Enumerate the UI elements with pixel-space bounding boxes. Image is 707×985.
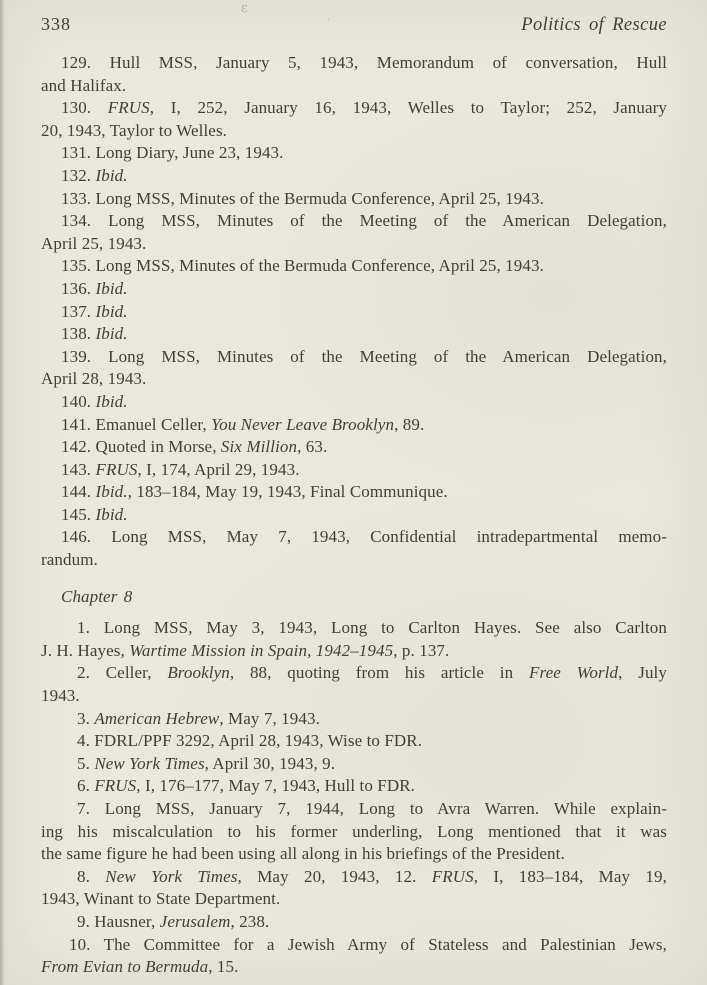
footnote	[41, 866, 667, 911]
text-run: , May 20, 1943, 12.	[237, 866, 432, 886]
italic-run: From Evian to Bermuda	[41, 957, 209, 977]
text-run: , p. 137.	[393, 640, 450, 660]
text-run: 6.	[77, 776, 95, 796]
text-run: , April 30, 1943, 9.	[204, 753, 336, 773]
text-run: 9. Hausner,	[77, 911, 160, 931]
text-run: , 183–184, May 19, 1943, Final Communique.	[127, 482, 448, 502]
footnote	[41, 753, 667, 776]
note-line	[41, 753, 667, 776]
note-line	[41, 278, 667, 301]
italic-run: You Never Leave Brooklyn	[211, 414, 395, 434]
text-run: 145.	[61, 504, 96, 524]
text-run: 134. Long MSS, Minutes of the Meeting of the American Delegation,	[61, 211, 667, 231]
text-run: 139. Long MSS, Minutes of the Meeting of the American Delegation,	[61, 346, 667, 366]
text-run: 129. Hull MSS, January 5, 1943, Memorandum of conversation, Hull	[61, 53, 667, 72]
note-line	[41, 549, 667, 572]
note-line	[41, 775, 667, 798]
text-run: 138.	[61, 324, 96, 344]
text-run: , May 7, 1943.	[219, 708, 320, 728]
footnote	[41, 708, 667, 731]
footnote	[41, 391, 667, 414]
text-run: 8.	[77, 866, 106, 886]
italic-run: American Hebrew	[94, 708, 220, 728]
italic-run: Ibid.	[95, 165, 128, 185]
footnote	[41, 617, 667, 662]
footnote	[41, 934, 667, 979]
note-line	[41, 120, 667, 143]
note-line	[41, 504, 667, 527]
note-line	[41, 911, 667, 934]
note-line	[41, 142, 667, 165]
italic-run: Ibid.	[95, 504, 128, 524]
text-run: 140.	[61, 391, 96, 411]
note-line	[41, 934, 667, 957]
text-run: 132.	[61, 165, 96, 185]
text-run: 1. Long MSS, May 3, 1943, Long to Carlton Hayes. See also Carlton	[77, 618, 667, 638]
italic-run: Six Million	[220, 437, 298, 457]
note-line	[41, 798, 667, 821]
italic-run: Ibid.	[95, 278, 128, 298]
text-run: 144.	[61, 482, 96, 502]
text-run: April 25, 1943.	[41, 233, 147, 253]
italic-run: FRUS	[107, 98, 150, 118]
footnote	[41, 97, 667, 142]
text-run: ing his miscalculation to his former underling, Long mentioned that it was	[41, 821, 667, 841]
italic-run: FRUS	[94, 776, 137, 796]
text-run: 141. Emanuel Celler,	[61, 414, 212, 434]
footnote	[41, 165, 667, 188]
text-run: randum.	[41, 550, 98, 570]
note-line	[41, 210, 667, 233]
note-line	[41, 640, 667, 663]
italic-run: Brooklyn	[167, 663, 230, 683]
footnote	[41, 730, 667, 753]
text-run: 5.	[77, 753, 95, 773]
text-run: , I, 176–177, May 7, 1943, Hull to FDR.	[136, 776, 416, 796]
note-line	[41, 866, 667, 889]
footnote	[41, 775, 667, 798]
italic-run: Wartime Mission in Spain, 1942–1945	[129, 640, 394, 660]
page-number: 338	[41, 14, 71, 34]
footnote	[41, 301, 667, 324]
text-run: , 89.	[394, 414, 425, 434]
footnote	[41, 278, 667, 301]
text-run: the same figure he had been using all along in his briefings of the President.	[41, 844, 565, 864]
note-line	[41, 617, 667, 640]
note-line	[41, 301, 667, 324]
text-run: , 15.	[208, 957, 239, 977]
text-run: , 63.	[297, 437, 328, 457]
note-line	[41, 526, 667, 549]
footnote	[41, 414, 667, 437]
scan-artifact: ε	[241, 1, 248, 16]
note-line	[41, 97, 667, 120]
note-line	[41, 821, 667, 844]
text-run: 10. The Committee for a Jewish Army of Stateless and Palestinian Jews,	[69, 934, 667, 954]
italic-run: New York Times	[94, 753, 205, 773]
note-line	[41, 956, 667, 979]
chapter-heading: Chapter 8	[61, 586, 133, 606]
text-run: 136.	[61, 278, 96, 298]
footnote	[41, 346, 667, 391]
note-line	[41, 165, 667, 188]
text-run: , I, 174, April 29, 1943.	[137, 459, 300, 479]
note-line	[41, 391, 667, 414]
footnote	[41, 188, 667, 211]
footnote	[41, 481, 667, 504]
note-line	[41, 459, 667, 482]
text-run: 130.	[61, 98, 108, 118]
text-run: 142. Quoted in Morse,	[61, 437, 221, 457]
note-line	[41, 730, 667, 753]
text-run: 137.	[61, 301, 96, 321]
text-run: , July	[618, 663, 667, 683]
text-run: 1943, Winant to State Department.	[41, 889, 281, 909]
running-title: Politics of Rescue	[521, 15, 667, 35]
text-run: 7. Long MSS, January 7, 1944, Long to Avra Warren. While explain-	[77, 799, 667, 818]
note-line	[41, 75, 667, 98]
footnote	[41, 459, 667, 482]
text-run: April 28, 1943.	[41, 369, 147, 389]
italic-run: FRUS	[431, 866, 474, 886]
note-line	[41, 888, 667, 911]
notes-root	[41, 52, 667, 979]
note-line	[41, 255, 667, 278]
text-run: , 238.	[230, 911, 270, 931]
italic-run: Jerusalem	[159, 911, 231, 931]
footnote	[41, 52, 667, 97]
footnote	[41, 911, 667, 934]
text-run: and Halifax.	[41, 75, 127, 95]
italic-run: FRUS	[95, 459, 138, 479]
footnote	[41, 323, 667, 346]
text-run: 1943.	[41, 686, 80, 706]
note-line	[41, 708, 667, 731]
footnote	[41, 526, 667, 571]
italic-run: Free World	[529, 663, 619, 683]
note-line	[41, 843, 667, 866]
italic-run: New York Times	[105, 866, 238, 886]
text-run: 135. Long MSS, Minutes of the Bermuda Conference, April 25, 1943.	[61, 256, 544, 276]
scan-artifact: ’	[327, 16, 331, 29]
text-run: J. H. Hayes,	[41, 640, 130, 660]
footnote	[41, 798, 667, 866]
footnote	[41, 210, 667, 255]
note-line	[41, 188, 667, 211]
footnote	[41, 504, 667, 527]
note-line	[41, 368, 667, 391]
note-line	[41, 481, 667, 504]
text-run: 143.	[61, 459, 96, 479]
text-run: 20, 1943, Taylor to Welles.	[41, 120, 228, 140]
note-line	[41, 233, 667, 256]
note-line	[41, 662, 667, 685]
italic-run: Ibid.	[95, 482, 128, 502]
italic-run: Ibid.	[95, 301, 128, 321]
note-line	[41, 323, 667, 346]
text-run: 146. Long MSS, May 7, 1943, Confidential intradepartmental memo-	[61, 527, 667, 547]
note-line	[41, 52, 667, 75]
running-header	[41, 12, 667, 37]
italic-run: Ibid.	[95, 324, 128, 344]
note-line	[41, 346, 667, 369]
text-run: , I, 183–184, May 19,	[473, 866, 667, 886]
footnote	[41, 662, 667, 707]
italic-run: Ibid.	[95, 391, 128, 411]
note-line	[41, 436, 667, 459]
footnote	[41, 142, 667, 165]
text-run: , I, 252, January 16, 1943, Welles to Taylor; 252, January	[149, 98, 667, 118]
text-run: , 88, quoting from his article in	[229, 663, 530, 683]
text-run: 131. Long Diary, June 23, 1943.	[61, 143, 284, 163]
footnote	[41, 255, 667, 278]
footnote	[41, 436, 667, 459]
text-run: 4. FDRL/PPF 3292, April 28, 1943, Wise to FDR.	[77, 731, 423, 751]
text-run: 2. Celler,	[77, 663, 168, 683]
text-run: 133. Long MSS, Minutes of the Bermuda Conference, April 25, 1943.	[61, 188, 544, 208]
text-run: 3.	[77, 708, 95, 728]
note-line	[41, 414, 667, 437]
note-line	[41, 685, 667, 708]
